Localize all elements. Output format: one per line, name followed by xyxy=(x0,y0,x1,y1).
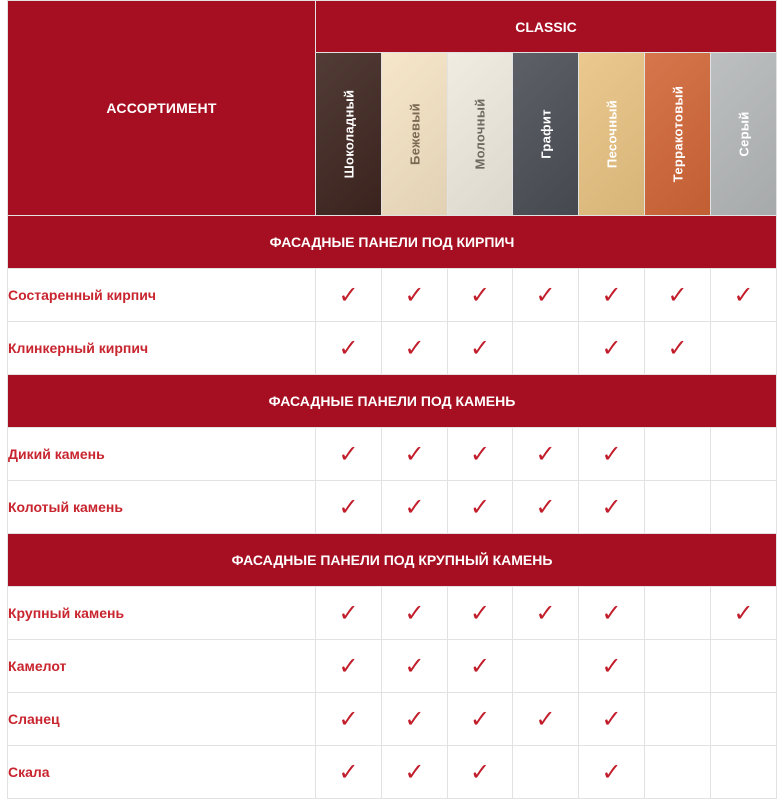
table-row xyxy=(8,587,777,640)
availability-cell xyxy=(513,640,579,693)
color-name-label: Графит xyxy=(538,109,553,159)
product-name: Скала xyxy=(8,746,316,799)
color-name-label: Бежевый xyxy=(407,103,422,165)
availability-cell xyxy=(513,269,579,322)
table-row xyxy=(8,746,777,799)
product-name: Крупный камень xyxy=(8,587,316,640)
check-icon: ✓ xyxy=(535,704,556,733)
check-icon: ✓ xyxy=(404,757,425,786)
check-icon: ✓ xyxy=(469,598,491,627)
check-icon: ✓ xyxy=(404,651,425,680)
table-row xyxy=(8,481,777,534)
section-header-row xyxy=(8,534,777,587)
check-icon: ✓ xyxy=(338,333,359,362)
check-icon: ✓ xyxy=(338,439,359,468)
availability-cell xyxy=(448,746,513,799)
check-icon: ✓ xyxy=(733,598,754,627)
availability-cell xyxy=(316,481,382,534)
table-row xyxy=(8,640,777,693)
check-icon: ✓ xyxy=(469,333,491,362)
product-name: Дикий камень xyxy=(8,428,316,481)
check-icon: ✓ xyxy=(535,492,556,521)
check-icon: ✓ xyxy=(601,651,622,680)
check-icon: ✓ xyxy=(338,651,359,680)
check-icon: ✓ xyxy=(404,439,425,468)
availability-cell xyxy=(316,693,382,746)
availability-cell xyxy=(316,322,382,375)
check-icon: ✓ xyxy=(338,492,359,521)
check-icon: ✓ xyxy=(601,704,622,733)
availability-cell xyxy=(579,746,645,799)
availability-cell xyxy=(645,746,711,799)
availability-cell xyxy=(448,693,513,746)
availability-cell xyxy=(579,322,645,375)
check-icon: ✓ xyxy=(601,333,622,362)
section-header-row xyxy=(8,216,777,269)
check-icon: ✓ xyxy=(733,280,754,309)
product-name: Колотый камень xyxy=(8,481,316,534)
availability-cell xyxy=(579,587,645,640)
color-swatch-1 xyxy=(316,53,382,216)
availability-cell xyxy=(316,428,382,481)
availability-cell xyxy=(579,428,645,481)
color-swatch-6 xyxy=(645,53,711,216)
availability-cell xyxy=(316,640,382,693)
availability-cell xyxy=(711,428,777,481)
availability-cell xyxy=(645,269,711,322)
check-icon: ✓ xyxy=(469,651,491,680)
availability-cell xyxy=(382,640,448,693)
availability-cell xyxy=(382,322,448,375)
availability-cell xyxy=(513,587,579,640)
color-swatch-7 xyxy=(711,53,777,216)
color-name-label: Терракотовый xyxy=(670,85,685,183)
availability-cell xyxy=(711,481,777,534)
availability-cell xyxy=(645,428,711,481)
availability-cell xyxy=(513,322,579,375)
assortment-header: АССОРТИМЕНТ xyxy=(8,1,316,216)
check-icon: ✓ xyxy=(338,704,359,733)
availability-cell xyxy=(645,640,711,693)
table-row xyxy=(8,322,777,375)
availability-cell xyxy=(711,693,777,746)
availability-cell xyxy=(711,269,777,322)
check-icon: ✓ xyxy=(667,333,688,362)
availability-cell xyxy=(448,428,513,481)
color-name-label: Молочный xyxy=(472,98,488,170)
availability-cell xyxy=(448,322,513,375)
availability-cell xyxy=(711,322,777,375)
color-name-label: Шоколадный xyxy=(341,89,356,179)
availability-cell xyxy=(711,640,777,693)
check-icon: ✓ xyxy=(469,704,491,733)
availability-cell xyxy=(448,587,513,640)
availability-cell xyxy=(382,587,448,640)
product-name: Клинкерный кирпич xyxy=(8,322,316,375)
section-title: ФАСАДНЫЕ ПАНЕЛИ ПОД КАМЕНЬ xyxy=(8,375,777,428)
availability-cell xyxy=(316,587,382,640)
check-icon: ✓ xyxy=(469,439,491,468)
check-icon: ✓ xyxy=(404,333,425,362)
availability-cell xyxy=(645,587,711,640)
check-icon: ✓ xyxy=(601,492,622,521)
color-swatch-5 xyxy=(579,53,645,216)
availability-cell xyxy=(579,481,645,534)
availability-cell xyxy=(382,269,448,322)
classic-series-header: CLASSIC xyxy=(316,1,777,53)
product-name: Сланец xyxy=(8,693,316,746)
check-icon: ✓ xyxy=(469,492,491,521)
color-name-label: Песочный xyxy=(604,99,619,169)
check-icon: ✓ xyxy=(667,280,688,309)
check-icon: ✓ xyxy=(338,598,359,627)
product-name: Состаренный кирпич xyxy=(8,269,316,322)
availability-cell xyxy=(382,428,448,481)
check-icon: ✓ xyxy=(601,598,622,627)
check-icon: ✓ xyxy=(469,280,491,309)
check-icon: ✓ xyxy=(404,704,425,733)
check-icon: ✓ xyxy=(404,280,425,309)
availability-cell xyxy=(579,269,645,322)
availability-cell xyxy=(316,746,382,799)
availability-cell xyxy=(382,481,448,534)
availability-cell xyxy=(513,481,579,534)
check-icon: ✓ xyxy=(535,280,556,309)
availability-cell xyxy=(513,428,579,481)
section-header-row xyxy=(8,375,777,428)
availability-cell xyxy=(645,481,711,534)
table-row xyxy=(8,693,777,746)
table-row xyxy=(8,269,777,322)
availability-cell xyxy=(382,693,448,746)
availability-cell xyxy=(579,640,645,693)
check-icon: ✓ xyxy=(338,280,359,309)
color-swatch-4 xyxy=(513,53,579,216)
check-icon: ✓ xyxy=(469,757,491,786)
check-icon: ✓ xyxy=(338,757,359,786)
availability-cell xyxy=(448,481,513,534)
availability-cell xyxy=(513,746,579,799)
availability-cell xyxy=(645,322,711,375)
availability-cell xyxy=(316,269,382,322)
product-name: Камелот xyxy=(8,640,316,693)
availability-cell xyxy=(645,693,711,746)
table-row xyxy=(8,428,777,481)
color-swatch-2 xyxy=(382,53,448,216)
availability-cell xyxy=(711,587,777,640)
availability-cell xyxy=(448,640,513,693)
section-title: ФАСАДНЫЕ ПАНЕЛИ ПОД КРУПНЫЙ КАМЕНЬ xyxy=(8,534,777,587)
check-icon: ✓ xyxy=(535,598,556,627)
check-icon: ✓ xyxy=(601,439,622,468)
availability-cell xyxy=(711,746,777,799)
check-icon: ✓ xyxy=(404,492,425,521)
assortment-table xyxy=(7,0,777,799)
availability-cell xyxy=(513,693,579,746)
check-icon: ✓ xyxy=(601,757,622,786)
color-swatch-3 xyxy=(448,53,513,216)
check-icon: ✓ xyxy=(535,439,556,468)
check-icon: ✓ xyxy=(404,598,425,627)
header-row xyxy=(8,1,777,53)
section-title: ФАСАДНЫЕ ПАНЕЛИ ПОД КИРПИЧ xyxy=(8,216,777,269)
availability-cell xyxy=(579,693,645,746)
check-icon: ✓ xyxy=(601,280,622,309)
color-name-label: Серый xyxy=(736,111,751,157)
availability-cell xyxy=(448,269,513,322)
availability-cell xyxy=(382,746,448,799)
